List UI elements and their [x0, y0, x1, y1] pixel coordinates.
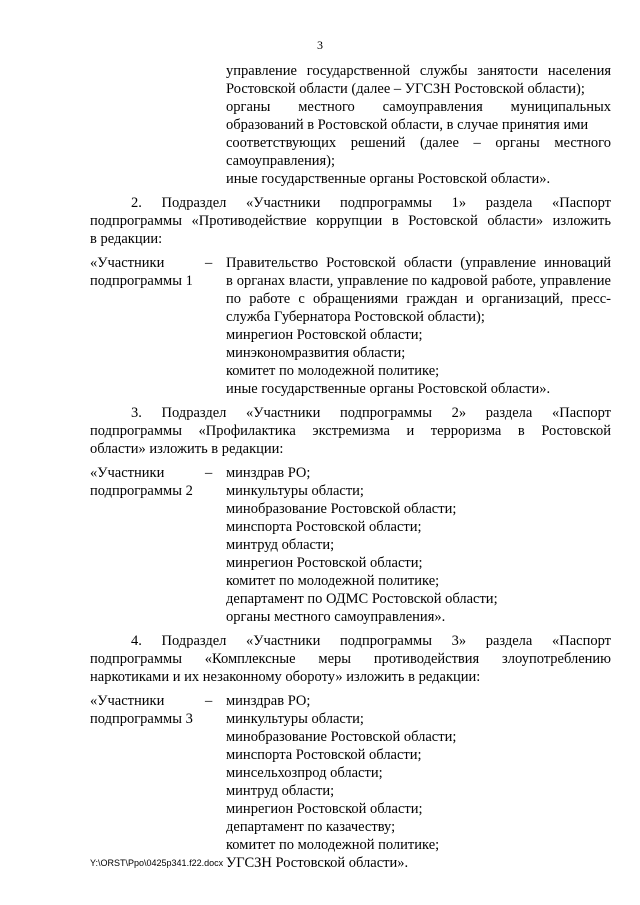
participants-label: подпрограммы 3	[90, 711, 193, 727]
list-item: минэкономразвития области;	[226, 345, 406, 361]
list-item: минздрав РО;	[226, 693, 311, 709]
paragraph-line: подпрограммы «Комплексные меры противодействия злоупотреблению	[90, 651, 611, 667]
list-item: минрегион Ростовской области;	[226, 555, 423, 571]
file-path-footer: Y:\ORST\Ppo\0425p341.f22.docx	[90, 858, 224, 868]
participants-label: подпрограммы 1	[90, 273, 193, 289]
dash-separator: –	[205, 693, 213, 709]
list-item: минобразование Ростовской области;	[226, 501, 457, 517]
list-item: минкультуры области;	[226, 711, 364, 727]
paragraph-line: подпрограммы «Профилактика экстремизма и терроризма в Ростовской	[90, 423, 611, 439]
text-line: иные государственные органы Ростовской области».	[226, 171, 551, 187]
paragraph-line: подпрограммы «Противодействие коррупции в Ростовской области» изложить	[90, 213, 611, 229]
list-item: департамент по ОДМС Ростовской области;	[226, 591, 498, 607]
list-item: минтруд области;	[226, 783, 335, 799]
list-item: органы местного самоуправления».	[226, 609, 446, 625]
list-item: комитет по молодежной политике;	[226, 573, 440, 589]
text-line: соответствующих решений (далее – органы местного	[226, 135, 611, 151]
paragraph-line: области» изложить в редакции:	[90, 441, 284, 457]
participants-label: «Участники	[90, 255, 165, 271]
list-item: минспорта Ростовской области;	[226, 519, 422, 535]
list-item: минобразование Ростовской области;	[226, 729, 457, 745]
paragraph-line: 4. Подраздел «Участники подпрограммы 3» раздела «Паспорт	[131, 633, 611, 649]
text-line: самоуправления);	[226, 153, 335, 169]
participants-label: «Участники	[90, 693, 165, 709]
list-item: минкультуры области;	[226, 483, 364, 499]
text-line: Ростовской области (далее – УГСЗН Ростовской области);	[226, 81, 585, 97]
list-item: минрегион Ростовской области;	[226, 327, 423, 343]
text-line: органы местного самоуправления муниципальных	[226, 99, 611, 115]
list-item: минрегион Ростовской области;	[226, 801, 423, 817]
text-line: образований в Ростовской области, в случае принятия ими	[226, 117, 589, 133]
dash-separator: –	[205, 465, 213, 481]
list-item: минтруд области;	[226, 537, 335, 553]
list-item: в органах власти, управление по кадровой работе, управление	[226, 273, 611, 289]
list-item: Правительство Ростовской области (управление инноваций	[226, 255, 611, 271]
list-item: комитет по молодежной политике;	[226, 837, 440, 853]
list-item: минздрав РО;	[226, 465, 311, 481]
paragraph-line: 3. Подраздел «Участники подпрограммы 2» раздела «Паспорт	[131, 405, 611, 421]
list-item: служба Губернатора Ростовской области);	[226, 309, 485, 325]
paragraph-line: в редакции:	[90, 231, 163, 247]
paragraph-line: 2. Подраздел «Участники подпрограммы 1» раздела «Паспорт	[131, 195, 611, 211]
list-item: минсельхозпрод области;	[226, 765, 383, 781]
list-item: департамент по казачеству;	[226, 819, 396, 835]
list-item: минспорта Ростовской области;	[226, 747, 422, 763]
list-item: по работе с обращениями граждан и организаций, пресс-	[226, 291, 611, 307]
text-line: управление государственной службы занятости населения	[226, 63, 611, 79]
list-item: комитет по молодежной политике;	[226, 363, 440, 379]
list-item: иные государственные органы Ростовской области».	[226, 381, 551, 397]
participants-label: «Участники	[90, 465, 165, 481]
participants-label: подпрограммы 2	[90, 483, 193, 499]
paragraph-line: наркотиками и их незаконному обороту» изложить в редакции:	[90, 669, 481, 685]
dash-separator: –	[205, 255, 213, 271]
list-item: УГСЗН Ростовской области».	[226, 855, 409, 871]
page-number: 3	[317, 38, 323, 52]
